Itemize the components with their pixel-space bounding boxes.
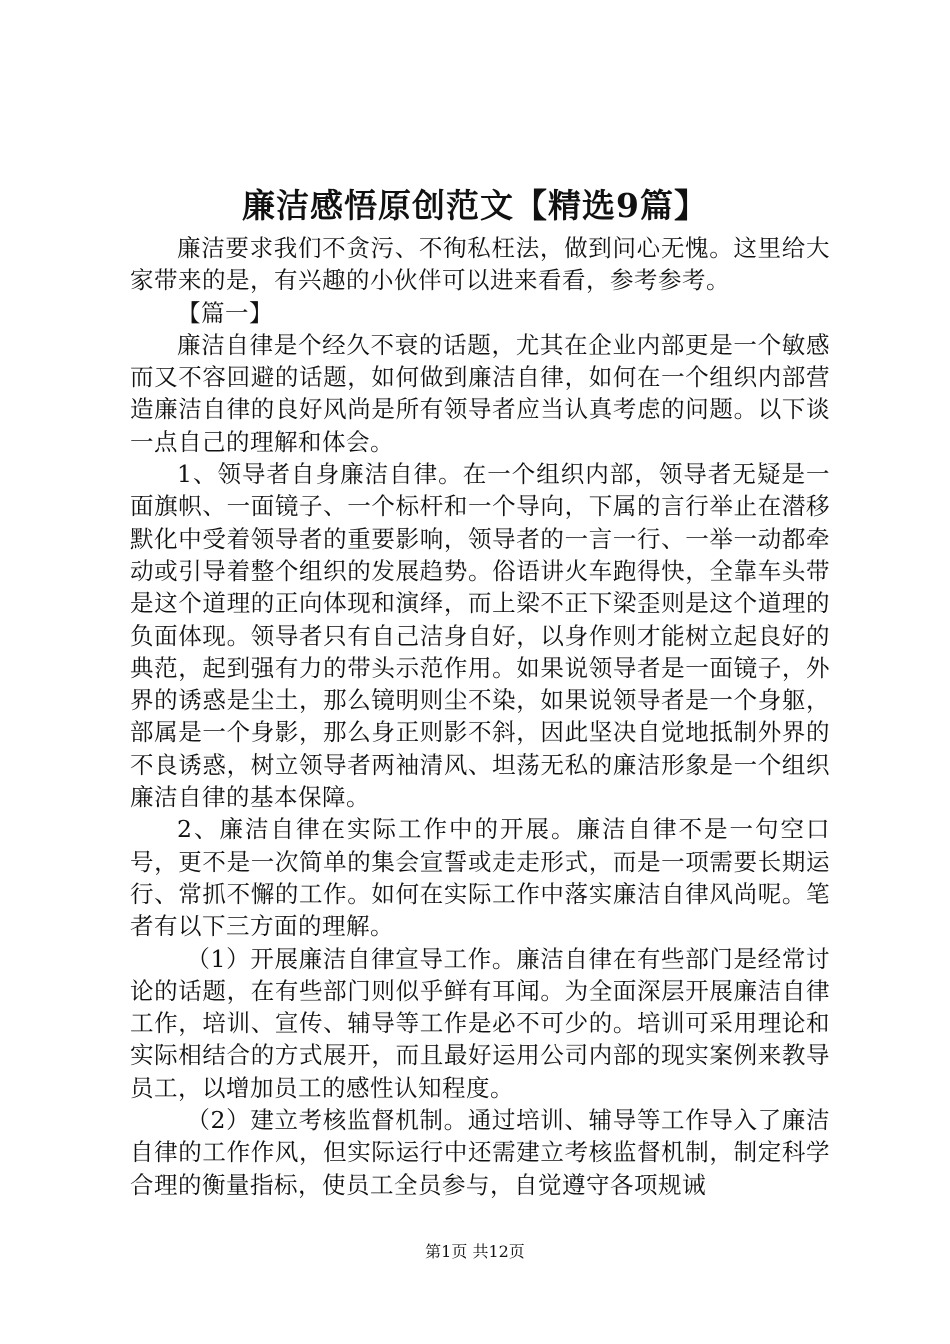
section-heading: 【篇一】	[177, 298, 273, 327]
document-body	[130, 232, 830, 1201]
body-paragraph: 廉洁自律是个经久不衰的话题，尤其在企业内部更是一个敏感而又不容回避的话题，如何做到廉洁自律，如何在一个组织内部营造廉洁自律的良好风尚是所有领导者应当认真考虑的问题。以下谈一点自己的理解和体会。	[130, 330, 830, 456]
body-paragraph: （1）开展廉洁自律宣导工作。廉洁自律在有些部门是经常讨论的话题，在有些部门则似乎鲜有耳闻。为全面深层开展廉洁自律工作，培训、宣传、辅导等工作是必不可少的。培训可采用理论和实际相结合的方式展开，而且最好运用公司内部的现实案例来教导员工，以增加员工的感性认知程度。	[130, 944, 830, 1102]
body-paragraph: 1、领导者自身廉洁自律。在一个组织内部，领导者无疑是一面旗帜、一面镜子、一个标杆和一个导向，下属的言行举止在潜移默化中受着领导者的重要影响，领导者的一言一行、一举一动都牵动或引导着整个组织的发展趋势。俗语讲火车跑得快，全靠车头带是这个道理的正向体现和演绎，而上梁不正下梁歪则是这个道理的负面体现。领导者只有自己洁身自好，以身作则才能树立起良好的典范，起到强有力的带头示范作用。如果说领导者是一面镜子，外界的诱惑是尘土，那么镜明则尘不染，如果说领导者是一个身躯，部属是一个身影，那么身正则影不斜，因此坚决自觉地抵制外界的不良诱惑，树立领导者两袖清风、坦荡无私的廉洁形象是一个组织廉洁自律的基本保障。	[130, 460, 830, 812]
page-number: 第1页 共12页	[425, 1242, 525, 1261]
body-paragraph: （2）建立考核监督机制。通过培训、辅导等工作导入了廉洁自律的工作作风，但实际运行中还需建立考核监督机制，制定科学合理的衡量指标，使员工全员参与，自觉遵守各项规诫	[130, 1106, 830, 1199]
intro-paragraph: 廉洁要求我们不贪污、不徇私枉法，做到问心无愧。这里给大家带来的是，有兴趣的小伙伴可以进来看看，参考参考。	[130, 234, 830, 295]
body-paragraph: 2、廉洁自律在实际工作中的开展。廉洁自律不是一句空口号，更不是一次简单的集会宣誓或走走形式，而是一项需要长期运行、常抓不懈的工作。如何在实际工作中落实廉洁自律风尚呢。笔者有以下三方面的理解。	[130, 815, 830, 941]
document-title: 廉洁感悟原创范文【精选9篇】	[242, 186, 708, 225]
